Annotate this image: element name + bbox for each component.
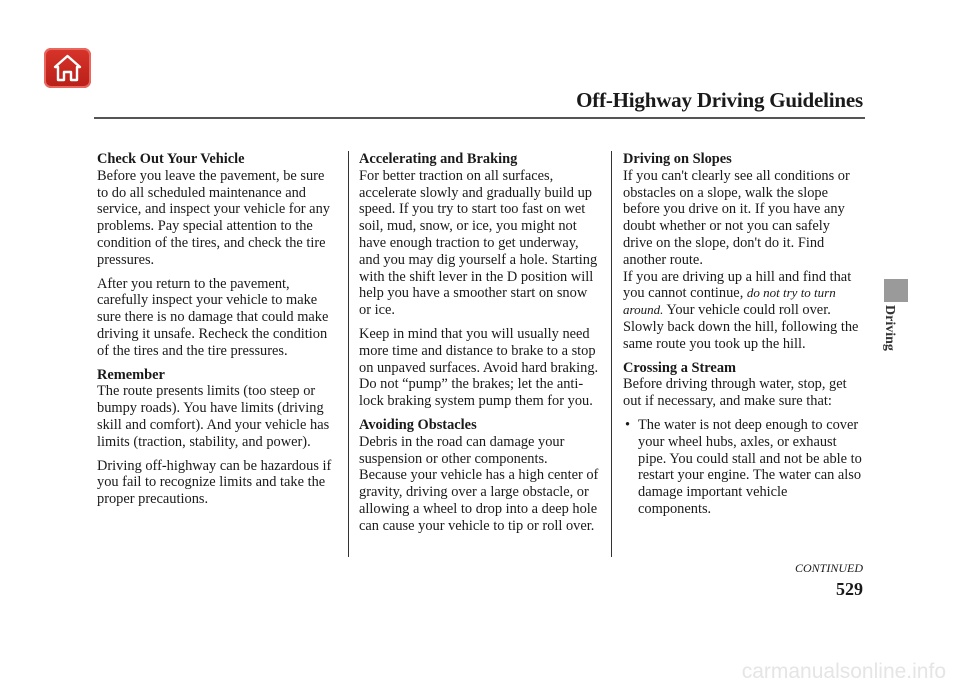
column-3 — [623, 151, 863, 518]
column-1 — [97, 151, 337, 515]
paragraph: Before you leave the pavement, be sure to do all scheduled maintenance and service, and inspect your vehicle for any problems. Pay special attention to the condition of the tires, and check the tire pressures. — [97, 167, 330, 268]
paragraph — [623, 269, 863, 353]
watermark: carmanualsonline.info — [741, 660, 946, 683]
home-button[interactable] — [44, 48, 91, 88]
title-divider — [94, 117, 865, 119]
home-icon — [53, 54, 82, 82]
column-2 — [359, 151, 599, 542]
paragraph: Keep in mind that you will usually need more time and distance to brake to a stop on unpaved surfaces. Avoid hard braking. Do not “pump” the brakes; let the anti-lock braking system pump them for you. — [359, 325, 599, 410]
bullet-list — [623, 417, 863, 518]
heading-check-vehicle: Check Out Your Vehicle — [97, 151, 245, 167]
emphasis-text: do not try to turn around. — [623, 285, 836, 318]
list-item: • The water is not deep enough to cover your wheel hubs, axles, or exhaust pipe. You could stall and not be able to restart your engine. The water can also damage important vehicle components. — [638, 417, 863, 518]
paragraph: The route presents limits (too steep or bumpy roads). You have limits (driving skill and comfort). And your vehicle has limits (traction, stability, and power). — [97, 383, 330, 450]
paragraph: Driving off-highway can be hazardous if you fail to recognize limits and take the proper precautions. — [97, 457, 332, 508]
heading-remember: Remember — [97, 366, 165, 383]
page-title: Off-Highway Driving Guidelines — [576, 88, 863, 112]
text-span: Your vehicle could roll over. Slowly back down the hill, following the same route you took up the hill. — [623, 302, 859, 352]
paragraph: Before driving through water, stop, get out if necessary, and make sure that: — [623, 376, 847, 410]
column-divider — [611, 151, 612, 557]
page-number: 529 — [836, 579, 863, 599]
heading-accelerating-braking: Accelerating and Braking — [359, 151, 518, 167]
column-divider — [348, 151, 349, 557]
text-span: If you are driving up a hill and find that you cannot continue, — [623, 268, 852, 302]
paragraph: Debris in the road can damage your suspension or other components. Because your vehicle has a high center of gravity, driving over a large obstacle, or allowing a wheel to drop into a deep hole can cause your vehicle to tip or roll over. — [359, 433, 599, 534]
section-tab[interactable] — [884, 279, 908, 302]
heading-crossing-stream: Crossing a Stream — [623, 359, 736, 376]
paragraph: After you return to the pavement, carefully inspect your vehicle to make sure there is no damage that could make driving it unsafe. Recheck the condition of the tires and the tire pressures. — [97, 275, 329, 359]
paragraph: For better traction on all surfaces, accelerate slowly and gradually build up speed. If you try to start too fast on wet soil, mud, snow, or ice, you might not have enough traction to get underway, and you may dig yourself a hole. Starting with the shift lever in the D position will help you have a smoother start on snow or ice. — [359, 167, 598, 319]
heading-avoiding-obstacles: Avoiding Obstacles — [359, 416, 477, 433]
continued-label: CONTINUED — [794, 561, 863, 575]
heading-driving-slopes: Driving on Slopes — [623, 151, 732, 167]
paragraph: If you can't clearly see all conditions or obstacles on a slope, walk the slope before you drive on it. If you have any doubt whether or not you can safely drive on the slope, don't do it. Find another route. — [623, 167, 850, 268]
section-label: Driving — [882, 305, 897, 351]
